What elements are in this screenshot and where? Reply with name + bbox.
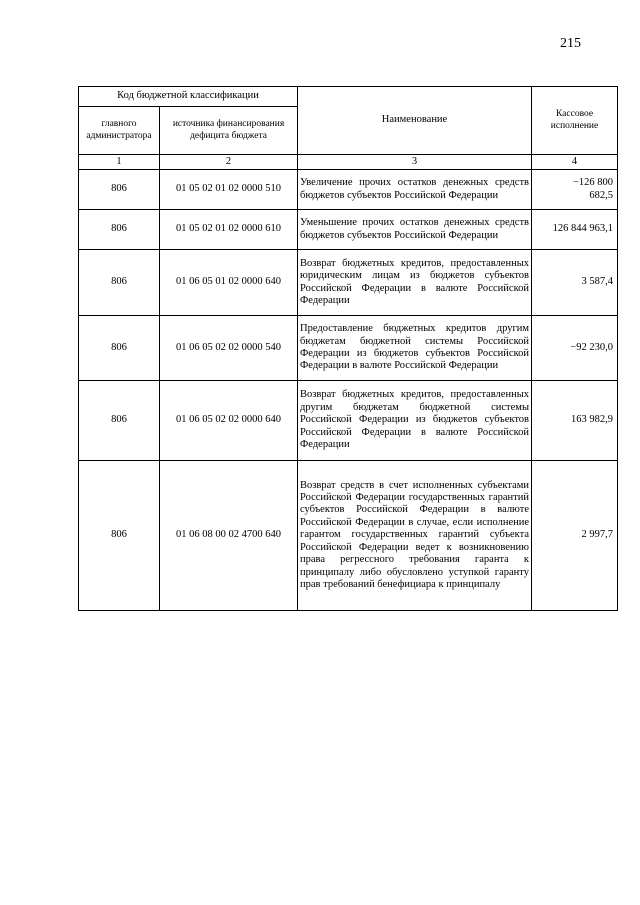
admin-code: 806 xyxy=(79,381,160,461)
row-name: Уменьшение прочих остатков денежных средств бюджетов субъектов Российской Федерации xyxy=(298,210,532,250)
row-name: Возврат бюджетных кредитов, предоставленных юридическим лицам из бюджетов субъектов Российской Федерации в валюте Российской Федерации xyxy=(298,250,532,316)
row-name: Увеличение прочих остатков денежных средств бюджетов субъектов Российской Федерации xyxy=(298,170,532,210)
header-cash-execution: Кассовое исполнение xyxy=(532,87,618,155)
table-row xyxy=(79,316,618,381)
source-code: 01 05 02 01 02 0000 510 xyxy=(160,170,298,210)
source-code: 01 06 05 02 02 0000 540 xyxy=(160,316,298,381)
source-code: 01 06 08 00 02 4700 640 xyxy=(160,461,298,611)
header-main-administrator: главного администратора xyxy=(79,107,160,155)
table-row xyxy=(79,250,618,316)
row-name: Возврат средств в счет исполненных субъектами Российской Федерации государственных гарантий субъектов Российской Федерации в валюте Российской Федерации в случае, если исполнение гарантом государственных гарантий субъекта Российской Федерации ведет к возникновению права регрессного требования гаранта к принципалу либо обусловлено уступкой гаранту прав требований бенефициара к принципалу xyxy=(298,461,532,611)
header-column-number: 1 xyxy=(79,155,160,170)
source-code: 01 05 02 01 02 0000 610 xyxy=(160,210,298,250)
cash-execution-value: −126 800 682,5 xyxy=(532,170,618,210)
header-column-number: 3 xyxy=(298,155,532,170)
header-column-number: 2 xyxy=(160,155,298,170)
row-name: Предоставление бюджетных кредитов другим бюджетам бюджетной системы Российской Федерации из бюджетов субъектов Российской Федерации в валюте Российской Федерации xyxy=(298,316,532,381)
source-code: 01 06 05 02 02 0000 640 xyxy=(160,381,298,461)
cash-execution-value: 126 844 963,1 xyxy=(532,210,618,250)
admin-code: 806 xyxy=(79,461,160,611)
header-classification-code: Код бюджетной классификации xyxy=(79,87,298,107)
source-code: 01 06 05 01 02 0000 640 xyxy=(160,250,298,316)
table-row xyxy=(79,170,618,210)
budget-table xyxy=(78,86,618,611)
cash-execution-value: −92 230,0 xyxy=(532,316,618,381)
cash-execution-value: 2 997,7 xyxy=(532,461,618,611)
cash-execution-value: 3 587,4 xyxy=(532,250,618,316)
header-column-number: 4 xyxy=(532,155,618,170)
header-name: Наименование xyxy=(298,87,532,155)
admin-code: 806 xyxy=(79,170,160,210)
admin-code: 806 xyxy=(79,250,160,316)
table-row xyxy=(79,381,618,461)
cash-execution-value: 163 982,9 xyxy=(532,381,618,461)
header-deficit-source: источника финансирования дефицита бюджета xyxy=(160,107,298,155)
table-row xyxy=(79,461,618,611)
admin-code: 806 xyxy=(79,210,160,250)
table-row xyxy=(79,210,618,250)
admin-code: 806 xyxy=(79,316,160,381)
row-name: Возврат бюджетных кредитов, предоставленных другим бюджетам бюджетной системы Российской Федерации из бюджетов субъектов Российской Федерации в валюте Российской Федерации xyxy=(298,381,532,461)
page-number: 215 xyxy=(560,36,581,51)
